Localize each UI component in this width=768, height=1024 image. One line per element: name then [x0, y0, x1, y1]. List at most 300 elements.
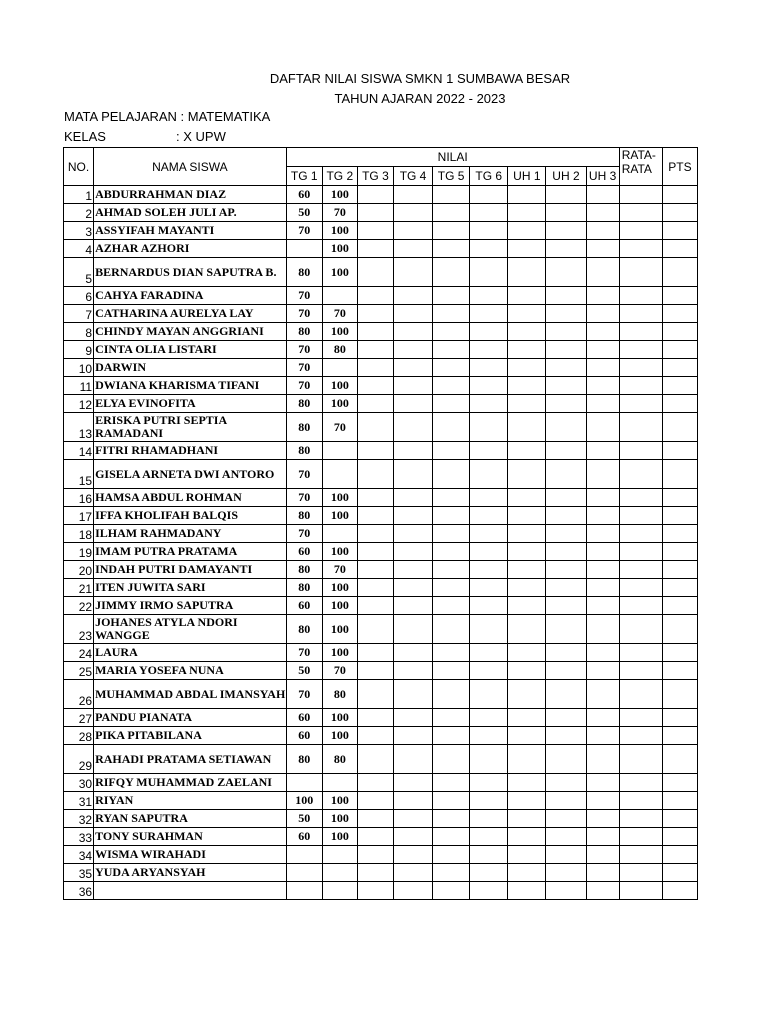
table-row	[64, 323, 698, 341]
table-row	[64, 186, 698, 204]
score-uh1	[508, 579, 546, 597]
document-title: DAFTAR NILAI SISWA SMKN 1 SUMBAWA BESAR	[269, 71, 571, 86]
row-number: 11	[64, 377, 94, 395]
score-tg2: 100	[322, 792, 357, 810]
score-uh2	[546, 377, 586, 395]
score-tg4	[393, 460, 432, 489]
table-row	[64, 882, 698, 900]
score-uh3	[586, 745, 619, 774]
score-tg5	[433, 774, 470, 792]
header-tg6: TG 6	[470, 167, 508, 186]
score-tg6	[470, 615, 508, 644]
score-tg2: 70	[322, 305, 357, 323]
score-tg6	[470, 395, 508, 413]
score-tg4	[393, 395, 432, 413]
row-number: 2	[64, 204, 94, 222]
score-average	[619, 305, 662, 323]
score-tg5	[433, 543, 470, 561]
score-average	[619, 774, 662, 792]
score-tg6	[470, 323, 508, 341]
score-tg5	[433, 864, 470, 882]
score-pts	[662, 864, 697, 882]
score-tg2: 100	[322, 828, 357, 846]
score-pts	[662, 561, 697, 579]
table-row	[64, 413, 698, 442]
score-tg4	[393, 644, 432, 662]
row-number: 36	[64, 882, 94, 900]
score-tg2: 100	[322, 258, 357, 287]
score-uh2	[546, 846, 586, 864]
score-uh1	[508, 846, 546, 864]
student-name: PIKA PITABILANA	[94, 727, 287, 745]
score-uh3	[586, 680, 619, 709]
score-tg5	[433, 745, 470, 774]
score-tg3	[357, 846, 393, 864]
score-uh3	[586, 561, 619, 579]
score-tg5	[433, 222, 470, 240]
score-tg1: 80	[286, 745, 322, 774]
student-name: FITRI RHAMADHANI	[94, 442, 287, 460]
score-tg2	[322, 774, 357, 792]
score-uh2	[546, 709, 586, 727]
score-average	[619, 882, 662, 900]
score-tg1: 70	[286, 305, 322, 323]
score-uh3	[586, 882, 619, 900]
score-tg4	[393, 745, 432, 774]
score-uh1	[508, 507, 546, 525]
score-uh3	[586, 543, 619, 561]
student-name: CHINDY MAYAN ANGGRIANI	[94, 323, 287, 341]
score-uh3	[586, 774, 619, 792]
table-row	[64, 287, 698, 305]
table-row	[64, 377, 698, 395]
score-tg4	[393, 662, 432, 680]
score-average	[619, 341, 662, 359]
score-average	[619, 186, 662, 204]
score-tg5	[433, 810, 470, 828]
score-tg2: 70	[322, 662, 357, 680]
student-name: GISELA ARNETA DWI ANTORO	[94, 460, 287, 489]
score-uh2	[546, 240, 586, 258]
score-tg2: 100	[322, 579, 357, 597]
score-tg4	[393, 810, 432, 828]
score-tg3	[357, 727, 393, 745]
student-name: ASSYIFAH MAYANTI	[94, 222, 287, 240]
score-uh2	[546, 507, 586, 525]
score-tg1: 60	[286, 828, 322, 846]
score-tg6	[470, 287, 508, 305]
score-tg5	[433, 792, 470, 810]
score-tg5	[433, 727, 470, 745]
row-number: 1	[64, 186, 94, 204]
score-uh2	[546, 204, 586, 222]
score-tg3	[357, 186, 393, 204]
score-uh1	[508, 525, 546, 543]
score-tg4	[393, 413, 432, 442]
score-uh2	[546, 615, 586, 644]
score-average	[619, 507, 662, 525]
score-uh3	[586, 395, 619, 413]
score-tg1: 80	[286, 323, 322, 341]
score-pts	[662, 287, 697, 305]
score-tg2	[322, 864, 357, 882]
score-tg4	[393, 864, 432, 882]
score-pts	[662, 709, 697, 727]
score-tg3	[357, 579, 393, 597]
row-number: 16	[64, 489, 94, 507]
score-tg4	[393, 828, 432, 846]
score-tg5	[433, 846, 470, 864]
score-tg6	[470, 341, 508, 359]
score-tg6	[470, 204, 508, 222]
score-uh2	[546, 774, 586, 792]
score-tg3	[357, 258, 393, 287]
row-number: 15	[64, 460, 94, 489]
score-uh2	[546, 186, 586, 204]
student-name: AHMAD SOLEH JULI AP.	[94, 204, 287, 222]
header-tg2: TG 2	[322, 167, 357, 186]
score-tg3	[357, 709, 393, 727]
student-name: RIYAN	[94, 792, 287, 810]
score-pts	[662, 680, 697, 709]
row-number: 5	[64, 258, 94, 287]
score-tg3	[357, 359, 393, 377]
table-row	[64, 258, 698, 287]
table-row	[64, 774, 698, 792]
score-tg2: 100	[322, 222, 357, 240]
score-uh2	[546, 561, 586, 579]
score-uh1	[508, 662, 546, 680]
score-tg3	[357, 240, 393, 258]
score-tg2: 100	[322, 709, 357, 727]
score-average	[619, 662, 662, 680]
score-average	[619, 709, 662, 727]
score-tg5	[433, 662, 470, 680]
score-tg1: 80	[286, 561, 322, 579]
table-row	[64, 709, 698, 727]
score-uh1	[508, 323, 546, 341]
score-pts	[662, 377, 697, 395]
table-row	[64, 395, 698, 413]
score-uh3	[586, 828, 619, 846]
score-uh3	[586, 413, 619, 442]
row-number: 27	[64, 709, 94, 727]
row-number: 10	[64, 359, 94, 377]
score-tg6	[470, 709, 508, 727]
student-name: JOHANES ATYLA NDORI WANGGE	[94, 615, 287, 644]
score-tg1: 80	[286, 395, 322, 413]
header-tg1: TG 1	[286, 167, 322, 186]
table-row	[64, 579, 698, 597]
score-tg2: 70	[322, 413, 357, 442]
score-tg2	[322, 287, 357, 305]
score-pts	[662, 882, 697, 900]
score-uh2	[546, 662, 586, 680]
score-uh2	[546, 489, 586, 507]
table-row	[64, 597, 698, 615]
score-tg6	[470, 186, 508, 204]
row-number: 6	[64, 287, 94, 305]
row-number: 33	[64, 828, 94, 846]
score-tg4	[393, 597, 432, 615]
score-pts	[662, 846, 697, 864]
header-nilai: NILAI	[286, 148, 619, 167]
score-tg4	[393, 792, 432, 810]
score-tg3	[357, 882, 393, 900]
score-uh1	[508, 615, 546, 644]
score-tg6	[470, 727, 508, 745]
score-tg5	[433, 882, 470, 900]
score-tg5	[433, 341, 470, 359]
score-uh1	[508, 460, 546, 489]
student-name: BERNARDUS DIAN SAPUTRA B.	[94, 258, 287, 287]
score-uh2	[546, 792, 586, 810]
score-uh3	[586, 864, 619, 882]
score-average	[619, 413, 662, 442]
score-tg5	[433, 442, 470, 460]
score-average	[619, 615, 662, 644]
student-name: MARIA YOSEFA NUNA	[94, 662, 287, 680]
header-uh2: UH 2	[546, 167, 586, 186]
header-tg5: TG 5	[433, 167, 470, 186]
score-tg3	[357, 222, 393, 240]
score-average	[619, 680, 662, 709]
score-uh1	[508, 377, 546, 395]
score-uh2	[546, 579, 586, 597]
score-tg5	[433, 377, 470, 395]
student-name: INDAH PUTRI DAMAYANTI	[94, 561, 287, 579]
score-tg6	[470, 489, 508, 507]
score-pts	[662, 543, 697, 561]
score-uh2	[546, 644, 586, 662]
score-tg6	[470, 222, 508, 240]
score-uh3	[586, 377, 619, 395]
score-tg1: 60	[286, 597, 322, 615]
score-uh1	[508, 709, 546, 727]
score-uh1	[508, 413, 546, 442]
score-uh3	[586, 579, 619, 597]
score-uh3	[586, 186, 619, 204]
score-uh3	[586, 662, 619, 680]
score-uh3	[586, 258, 619, 287]
row-number: 22	[64, 597, 94, 615]
score-tg3	[357, 413, 393, 442]
score-tg4	[393, 222, 432, 240]
score-tg1	[286, 882, 322, 900]
student-name: RYAN SAPUTRA	[94, 810, 287, 828]
score-uh3	[586, 525, 619, 543]
score-uh2	[546, 413, 586, 442]
score-tg3	[357, 377, 393, 395]
score-uh2	[546, 543, 586, 561]
score-average	[619, 204, 662, 222]
score-pts	[662, 745, 697, 774]
score-uh2	[546, 810, 586, 828]
score-tg4	[393, 240, 432, 258]
score-tg1: 60	[286, 543, 322, 561]
table-row	[64, 442, 698, 460]
table-row	[64, 864, 698, 882]
score-tg1	[286, 864, 322, 882]
score-uh1	[508, 745, 546, 774]
score-tg6	[470, 792, 508, 810]
score-tg6	[470, 579, 508, 597]
score-tg5	[433, 561, 470, 579]
score-uh2	[546, 680, 586, 709]
score-tg4	[393, 287, 432, 305]
score-uh1	[508, 597, 546, 615]
row-number: 31	[64, 792, 94, 810]
row-number: 34	[64, 846, 94, 864]
score-uh1	[508, 204, 546, 222]
score-uh3	[586, 727, 619, 745]
table-row	[64, 662, 698, 680]
score-uh1	[508, 882, 546, 900]
header-uh1: UH 1	[508, 167, 546, 186]
row-number: 13	[64, 413, 94, 442]
score-tg2: 100	[322, 240, 357, 258]
score-tg5	[433, 395, 470, 413]
header-average: RATA-RATA	[619, 148, 662, 186]
score-tg1: 80	[286, 507, 322, 525]
score-tg5	[433, 615, 470, 644]
score-tg6	[470, 442, 508, 460]
score-uh3	[586, 240, 619, 258]
header-tg3: TG 3	[357, 167, 393, 186]
score-average	[619, 240, 662, 258]
score-uh1	[508, 828, 546, 846]
score-average	[619, 287, 662, 305]
score-uh3	[586, 204, 619, 222]
score-average	[619, 359, 662, 377]
score-average	[619, 323, 662, 341]
score-tg4	[393, 377, 432, 395]
score-tg3	[357, 525, 393, 543]
score-average	[619, 222, 662, 240]
row-number: 21	[64, 579, 94, 597]
score-pts	[662, 644, 697, 662]
score-pts	[662, 204, 697, 222]
table-row	[64, 204, 698, 222]
student-name: RIFQY MUHAMMAD ZAELANI	[94, 774, 287, 792]
score-pts	[662, 460, 697, 489]
score-tg1: 80	[286, 579, 322, 597]
score-tg2	[322, 882, 357, 900]
score-tg1	[286, 240, 322, 258]
table-row	[64, 644, 698, 662]
header-tg4: TG 4	[393, 167, 432, 186]
student-name: DARWIN	[94, 359, 287, 377]
header-pts: PTS	[662, 148, 697, 186]
score-tg2: 100	[322, 597, 357, 615]
score-tg3	[357, 745, 393, 774]
score-pts	[662, 774, 697, 792]
grades-table	[63, 147, 698, 900]
score-tg6	[470, 543, 508, 561]
row-number: 12	[64, 395, 94, 413]
student-name: IFFA KHOLIFAH BALQIS	[94, 507, 287, 525]
score-uh2	[546, 258, 586, 287]
score-tg6	[470, 460, 508, 489]
score-average	[619, 561, 662, 579]
score-tg4	[393, 489, 432, 507]
score-tg3	[357, 662, 393, 680]
score-tg6	[470, 680, 508, 709]
student-name: ABDURRAHMAN DIAZ	[94, 186, 287, 204]
row-number: 19	[64, 543, 94, 561]
score-average	[619, 846, 662, 864]
score-tg6	[470, 810, 508, 828]
score-tg3	[357, 543, 393, 561]
score-tg4	[393, 204, 432, 222]
score-tg6	[470, 828, 508, 846]
score-tg3	[357, 615, 393, 644]
score-tg6	[470, 258, 508, 287]
score-tg1: 50	[286, 810, 322, 828]
score-tg2: 100	[322, 377, 357, 395]
score-tg3	[357, 561, 393, 579]
score-uh3	[586, 359, 619, 377]
score-tg4	[393, 709, 432, 727]
table-row	[64, 810, 698, 828]
score-tg2: 100	[322, 810, 357, 828]
student-name	[94, 882, 287, 900]
class-value: : X UPW	[176, 129, 226, 144]
score-uh2	[546, 525, 586, 543]
score-tg4	[393, 846, 432, 864]
score-uh1	[508, 644, 546, 662]
score-tg4	[393, 543, 432, 561]
score-pts	[662, 615, 697, 644]
score-pts	[662, 828, 697, 846]
header-no: NO.	[64, 148, 94, 186]
score-tg3	[357, 644, 393, 662]
score-average	[619, 644, 662, 662]
score-tg1: 60	[286, 186, 322, 204]
score-uh2	[546, 864, 586, 882]
score-tg1: 70	[286, 287, 322, 305]
score-pts	[662, 662, 697, 680]
score-tg3	[357, 489, 393, 507]
score-tg4	[393, 615, 432, 644]
document-subtitle: TAHUN AJARAN 2022 - 2023	[334, 91, 506, 106]
score-average	[619, 489, 662, 507]
score-tg4	[393, 525, 432, 543]
score-uh2	[546, 323, 586, 341]
table-row	[64, 792, 698, 810]
score-uh2	[546, 442, 586, 460]
score-tg1: 80	[286, 615, 322, 644]
score-tg1: 70	[286, 359, 322, 377]
score-tg4	[393, 305, 432, 323]
row-number: 20	[64, 561, 94, 579]
score-tg3	[357, 810, 393, 828]
score-tg3	[357, 828, 393, 846]
score-uh3	[586, 792, 619, 810]
score-tg5	[433, 460, 470, 489]
score-tg6	[470, 774, 508, 792]
score-uh1	[508, 258, 546, 287]
table-row	[64, 615, 698, 644]
row-number: 29	[64, 745, 94, 774]
score-tg1: 70	[286, 222, 322, 240]
score-uh1	[508, 395, 546, 413]
score-pts	[662, 186, 697, 204]
score-tg5	[433, 828, 470, 846]
score-pts	[662, 792, 697, 810]
table-row	[64, 489, 698, 507]
score-tg6	[470, 864, 508, 882]
